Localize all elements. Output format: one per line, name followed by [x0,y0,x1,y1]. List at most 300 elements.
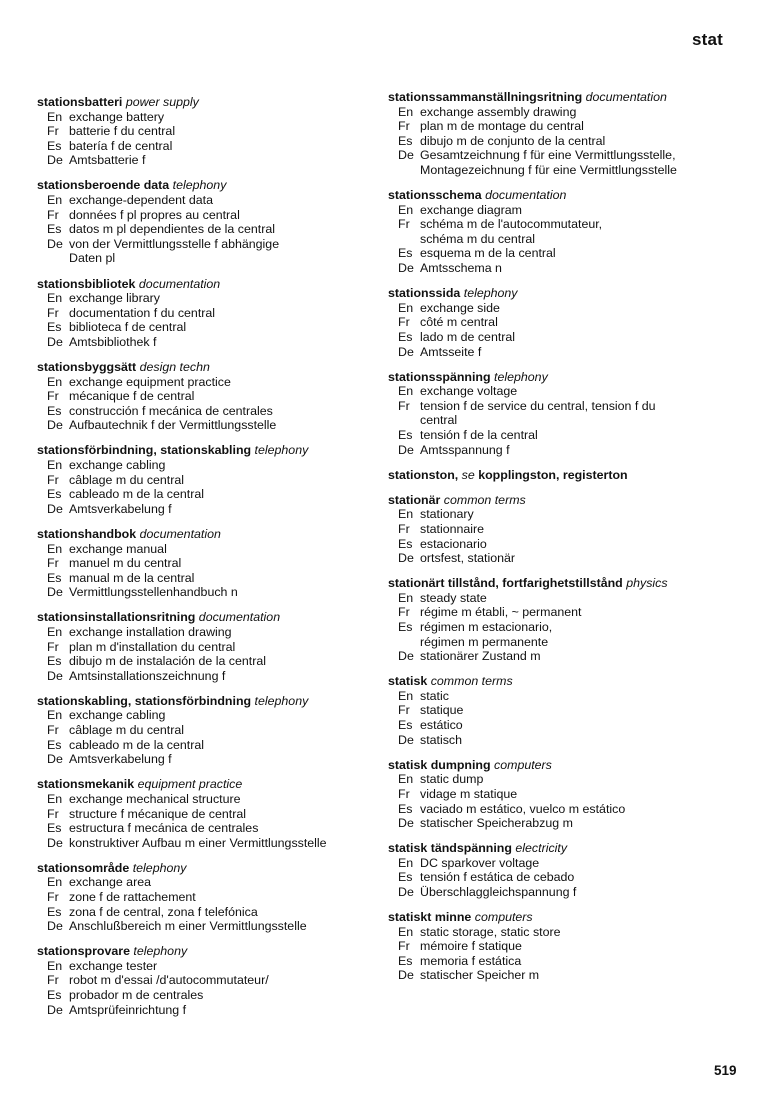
entry-term: stationsberoende data [37,178,170,193]
entry-term: stationsbyggsätt [37,360,137,374]
translation-text: données f pl propres au central [69,207,240,222]
translation-line [388,870,733,885]
see-reference: se [461,467,475,482]
translation-text: DC sparkover voltage [420,855,540,870]
translation-text: Überschlaggleichspannung f [420,885,577,899]
translation-line [37,585,382,600]
translation-line [388,537,733,552]
language-code: Fr [398,703,410,718]
translation-line [37,988,382,1003]
translation-text: dibujo m de conjunto de la central [420,133,606,148]
entry-headline [37,694,382,709]
language-code: Es [47,320,62,335]
language-code: De [398,816,414,831]
translation-text: documentation f du central [69,305,216,320]
translation-text: régime m établi, ~ permanent [420,605,582,620]
translation-line [37,222,382,237]
translation-line [388,261,733,276]
language-code: De [398,261,414,276]
dictionary-entry [388,674,733,747]
entry-term: statisk tändspänning [388,841,512,856]
translation-text: batería f de central [69,138,173,153]
language-code: Es [47,737,62,752]
dictionary-entry [388,493,733,566]
language-code: En [398,688,414,703]
translation-text: static [420,688,449,703]
translation-line [37,836,382,851]
translation-continuation: régimen m permanente [420,634,549,649]
translation-text: Amtsbatterie f [69,153,146,168]
translation-line [388,885,733,900]
entry-domain: design techn [139,360,210,374]
translation-text: batterie f du central [69,124,176,139]
translation-line [388,649,733,664]
translation-line [388,105,733,120]
entry-headline [37,443,382,458]
entry-term: stationsschema [388,188,482,203]
translation-line [388,301,733,316]
language-code: De [398,968,414,983]
language-code: En [47,958,63,973]
dictionary-entry [388,576,733,664]
language-code: De [47,835,63,850]
translation-text: stationärer Zustand m [420,649,541,664]
language-code: En [47,458,63,473]
entry-headline [37,527,382,542]
entry-headline [37,944,382,959]
translation-line [388,246,733,261]
dictionary-entry [37,777,382,850]
entry-domain: telephony [463,286,518,301]
language-code: Fr [47,890,59,904]
translation-text: Amtsbibliothek f [69,334,157,349]
language-code: Fr [47,973,59,988]
dictionary-entry [388,468,733,483]
entry-term: stationssammanställningsritning [388,90,583,104]
language-code: Es [47,138,62,153]
entry-term: stationsområde [37,860,130,875]
language-code: De [47,585,63,600]
translation-line [388,605,733,620]
entry-headline [388,493,733,508]
translation-line [388,443,733,458]
language-code: De [398,344,414,359]
translation-text: estructura f mecánica de centrales [69,821,259,836]
entry-headline [388,468,733,483]
translation-line [37,807,382,822]
language-code: En [398,507,414,522]
language-code: De [47,334,63,349]
translation-line [37,875,382,890]
language-code: Es [47,821,62,836]
translation-text: régimen m estacionario, [420,620,553,634]
translation-line [37,458,382,473]
language-code: De [47,236,63,251]
translation-text: côté m central [420,315,498,330]
language-code: Fr [398,119,410,134]
language-code: De [47,752,63,767]
entry-term: stationsinstallationsritning [37,610,196,625]
translation-text: static dump [420,772,484,787]
entry-domain: equipment practice [137,777,243,792]
translation-line [388,816,733,831]
translation-text: probador m de centrales [69,988,204,1003]
translation-text: manual m de la central [69,570,195,585]
entry-domain: documentation [585,90,667,104]
translation-text: exchange manual [69,541,167,556]
translation-line [37,556,382,571]
translation-line [37,890,382,905]
translation-line [388,522,733,537]
language-code: En [398,590,414,605]
translation-line [37,973,382,988]
dictionary-entry [388,188,733,276]
language-code: En [47,374,63,389]
translation-continuation: schéma m du central [420,231,536,246]
language-code: De [47,1002,63,1017]
entry-headline [37,861,382,876]
translation-line [37,625,382,640]
translation-text: Vermittlungsstellenhandbuch n [69,585,238,600]
entry-domain: telephony [254,693,309,708]
translation-line [388,787,733,802]
translation-line [388,399,733,414]
language-code: Es [47,904,62,919]
translation-text: estático [420,718,463,733]
translation-text: mécanique f de central [69,389,195,404]
translation-line [388,620,733,635]
dictionary-entry [388,370,733,458]
language-code: Es [398,620,413,634]
entry-term: stationsbibliotek [37,276,136,291]
entry-term: stationsbatteri [37,95,123,109]
language-code: En [47,708,63,723]
translation-text: Aufbautechnik f der Vermittlungsstelle [69,418,277,433]
page-number: 519 [714,1063,737,1078]
entry-domain: telephony [254,443,309,458]
translation-text: plan m de montage du central [420,119,584,134]
language-code: Es [47,654,62,669]
translation-line [388,428,733,443]
entry-term: stationssida [388,286,461,301]
translation-line [37,487,382,502]
translation-text: stationnaire [420,521,485,536]
language-code: En [47,625,63,639]
translation-text: exchange voltage [420,384,518,399]
translation-line [388,772,733,787]
translation-text: dibujo m de instalación de la central [69,654,266,669]
translation-text: câblage m du central [69,723,185,738]
translation-text: vaciado m estático, vuelco m estático [420,801,626,816]
translation-line [37,752,382,767]
translation-line [37,375,382,390]
translation-line [37,502,382,517]
entry-domain: common terms [430,674,513,689]
translation-line [37,193,382,208]
dictionary-entry [388,286,733,359]
entry-term: stationsspänning [388,369,491,384]
language-code: Es [398,801,413,816]
translation-line [37,124,382,139]
translation-text: statischer Speicherabzug m [420,816,573,831]
translation-text: Amtsseite f [420,344,482,359]
language-code: De [398,551,414,566]
entry-domain: documentation [138,276,221,291]
translation-text: stationary [420,507,474,522]
dictionary-entry [37,277,382,350]
translation-line [37,418,382,433]
translation-line [388,954,733,969]
translation-text: exchange tester [69,958,158,973]
language-code: Fr [398,398,410,413]
translation-line [388,703,733,718]
translation-text: manuel m du central [69,556,182,571]
language-code: Es [398,718,413,733]
entry-term: stationärt tillstånd, fortfarighetstillstånd [388,576,623,591]
translation-line [37,738,382,753]
translation-line [37,473,382,488]
translation-text: biblioteca f de central [69,320,187,335]
entry-headline [388,910,733,925]
language-code: En [398,202,414,217]
translation-text: schéma m de l'autocommutateur, [420,217,603,232]
translation-text: lado m de central [420,329,516,344]
language-code: Fr [47,207,59,222]
translation-text: Anschlußbereich m einer Vermittlungsstelle [69,919,307,934]
translation-text: exchange side [420,300,500,315]
entry-domain: telephony [494,369,548,384]
entry-term: stationsförbindning, stationskabling [37,443,252,458]
translation-line [388,551,733,566]
entry-headline [388,841,733,856]
dictionary-entry [37,443,382,516]
language-code: Es [398,953,413,968]
entry-headline [388,576,733,591]
translation-text: exchange cabling [69,458,166,473]
translation-line [37,792,382,807]
translation-text: exchange cabling [69,708,166,723]
translation-text: mémoire f statique [420,939,522,954]
entry-headline [37,610,382,625]
translation-text: estacionario [420,536,487,551]
language-code: En [47,791,63,806]
entry-term: stationär [388,492,441,507]
translation-text: câblage m du central [69,472,185,487]
entry-term: stationsprovare [37,944,130,959]
translation-line [37,919,382,934]
translation-text: Amtsverkabelung f [69,752,172,767]
translation-text: Amtsinstallationszeichnung f [69,668,226,683]
language-code: Fr [398,605,410,620]
language-code: Fr [47,389,59,404]
dictionary-entry [388,90,733,178]
language-code: Es [398,870,413,885]
entry-domain: documentation [485,188,567,203]
translation-text: tension f de service du central, tension f du [420,398,656,413]
translation-text: exchange area [69,875,151,890]
translation-line [37,708,382,723]
translation-text: robot m d'essai /d'autocommutateur/ [69,973,269,988]
language-code: En [398,924,414,939]
translation-line [388,330,733,345]
translation-text: Amtsschema n [420,261,502,276]
entry-headline [37,777,382,792]
translation-text: exchange installation drawing [69,625,232,639]
translation-line [37,389,382,404]
translation-text: Amtsverkabelung f [69,501,172,516]
translation-text: plan m d'installation du central [69,639,236,654]
translation-text: structure f mécanique de central [69,806,247,821]
entry-headline [37,95,382,110]
language-code: De [47,501,63,516]
language-code: De [398,732,414,747]
language-code: Es [47,403,62,418]
translation-text: statisch [420,732,463,747]
translation-line [388,802,733,817]
language-code: En [47,193,63,208]
translation-line [388,134,733,149]
translation-text: Gesamtzeichnung f für eine Vermittlungsstelle, [420,148,676,163]
language-code: En [398,104,414,119]
entry-headline [388,674,733,689]
entry-headline [388,370,733,385]
language-code: De [398,442,414,457]
language-code: En [398,772,414,787]
dictionary-entry [37,360,382,433]
guide-word: stat [692,30,724,49]
translation-line [37,291,382,306]
language-code: Fr [47,556,59,571]
translation-line [37,110,382,125]
dictionary-entry [37,527,382,600]
language-code: Es [47,988,62,1003]
translation-text: exchange mechanical structure [69,791,241,806]
language-code: Fr [47,806,59,821]
translation-line [37,153,382,168]
translation-line [37,959,382,974]
entry-headline [37,360,382,375]
entry-term: stationston, [388,467,459,482]
dictionary-entry [388,841,733,899]
language-code: De [47,418,63,433]
entry-domain: documentation [198,610,281,625]
translation-line [388,148,733,163]
translation-text: steady state [420,590,487,605]
translation-text: cableado m de la central [69,737,205,752]
entry-domain: telephony [133,944,188,959]
translation-text: construcción f mecánica de centrales [69,403,273,418]
see-target: kopplingston, registerton [478,467,628,482]
translation-line [388,968,733,983]
language-code: De [398,148,414,163]
translation-line [388,689,733,704]
translation-text: datos m pl dependientes de la central [69,222,275,237]
translation-text: exchange assembly drawing [420,104,577,119]
dictionary-entry [37,610,382,683]
dictionary-entry [388,910,733,983]
language-code: En [398,384,414,399]
language-code: Fr [398,217,410,232]
language-code: En [398,300,414,315]
entry-domain: power supply [125,95,199,109]
translation-text: esquema m de la central [420,246,556,261]
dictionary-entry [37,861,382,934]
entry-domain: physics [626,576,668,591]
translation-line [388,591,733,606]
translation-line [37,404,382,419]
right-column [388,90,733,994]
language-code: Es [47,487,62,502]
translation-text: exchange diagram [420,202,522,217]
translation-text: exchange-dependent data [69,193,213,208]
translation-line [388,384,733,399]
language-code: En [47,109,63,124]
entry-term: stationskabling, stationsförbindning [37,693,252,708]
entry-domain: common terms [443,492,526,507]
translation-text: Amtsprüfeinrichtung f [69,1002,187,1017]
translation-line [388,345,733,360]
translation-text: exchange battery [69,109,165,124]
language-code: En [47,541,63,556]
translation-continuation: Montagezeichnung f für eine Vermittlungsstelle [420,162,677,177]
translation-line [37,320,382,335]
translation-line [37,335,382,350]
language-code: Fr [47,124,59,139]
dictionary-entry [37,95,382,168]
translation-line [388,733,733,748]
left-column [37,95,382,1028]
language-code: Fr [47,472,59,487]
translation-text: zone f de rattachement [69,890,196,904]
entry-domain: electricity [515,841,568,856]
translation-text: ortsfest, stationär [420,551,516,566]
translation-text: statischer Speicher m [420,968,540,983]
translation-line [37,237,382,252]
language-code: Fr [398,786,410,801]
entry-headline [37,178,382,193]
entry-headline [37,277,382,292]
entry-domain: telephony [132,860,187,875]
translation-line [37,208,382,223]
entry-headline [388,758,733,773]
translation-line [37,669,382,684]
language-code: En [398,855,414,870]
translation-text: tensión f estática de cebado [420,870,575,885]
translation-text: statique [420,703,464,718]
language-code: Fr [398,315,410,330]
entry-domain: computers [494,757,552,772]
dictionary-entry [37,694,382,767]
translation-line [388,203,733,218]
language-code: En [47,291,63,306]
language-code: Es [398,246,413,261]
translation-line [388,925,733,940]
language-code: Es [398,427,413,442]
language-code: De [47,668,63,683]
entry-headline [388,188,733,203]
translation-text: von der Vermittlungsstelle f abhängige [69,236,280,251]
entry-term: statisk [388,674,428,689]
translation-text: memoria f estática [420,953,522,968]
language-code: De [47,153,63,168]
translation-line [37,654,382,669]
language-code: Es [398,133,413,148]
translation-line [388,507,733,522]
translation-line [37,542,382,557]
translation-line [388,119,733,134]
translation-line [37,723,382,738]
translation-text: zona f de central, zona f telefónica [69,904,258,919]
